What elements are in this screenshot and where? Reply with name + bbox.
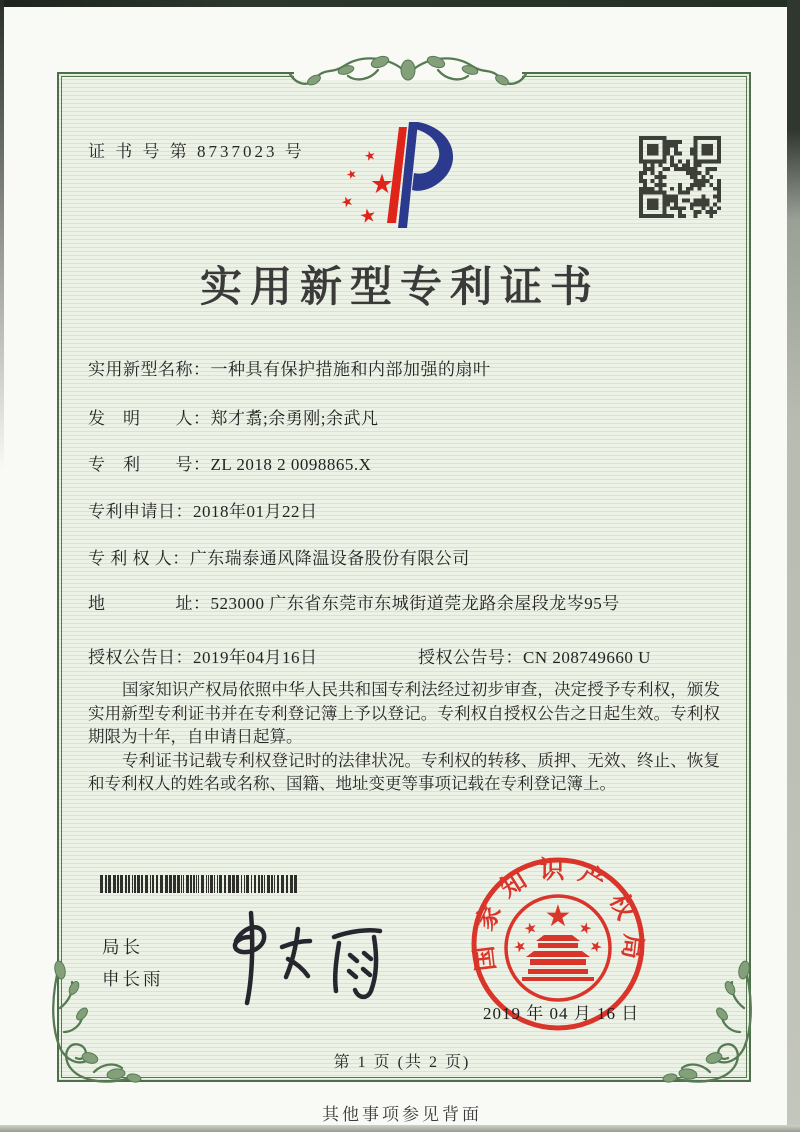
field-label: 专 利 号：: [88, 455, 211, 474]
field-value: 广东瑞泰通风降温设备股份有限公司: [189, 549, 470, 568]
page-number: 第 1 页 (共 2 页): [333, 1054, 471, 1071]
svg-text:★: ★: [369, 169, 395, 200]
field-label: 地 址：: [88, 594, 211, 613]
back-side-note: 其他事项参见背面: [322, 1105, 482, 1124]
field-row-patentee: [88, 544, 470, 569]
commissioner-title: 局长: [102, 937, 143, 957]
cnipa-logo-icon: [336, 118, 464, 233]
field-label: 授权公告日：: [88, 648, 193, 667]
field-value: 一种具有保护措施和内部加强的扇叶: [210, 360, 491, 379]
field-value: CN 208749660 U: [523, 648, 651, 667]
field-value: 2018年01月22日: [193, 502, 318, 521]
field-value: 郑才翥;余勇刚;余武凡: [210, 409, 379, 428]
field-row-patent-number: [88, 450, 371, 475]
svg-text:★: ★: [586, 935, 606, 958]
photo-edge-right: [787, 0, 800, 1132]
legal-text: [88, 678, 720, 796]
qr-code-icon: [639, 136, 721, 218]
field-label: 发 明 人：: [88, 409, 211, 428]
svg-text:★: ★: [544, 899, 572, 934]
field-row-inventors: [88, 404, 378, 429]
seal-ring-text: 国家知识产权局: [469, 856, 647, 973]
field-row-filing-date: [88, 497, 318, 522]
certificate-number: 证 书 号 第 8737023 号: [88, 142, 305, 161]
legal-paragraph-2: 专利证书记载专利权登记时的法律状况。专利权的转移、质押、无效、终止、恢复和专利权人的姓名或名称、国籍、地址变更等事项记载在专利登记簿上。: [88, 750, 720, 793]
national-emblem: [506, 896, 610, 1000]
certificate-title: 实用新型专利证书: [199, 265, 600, 311]
field-label: 授权公告号：: [418, 648, 523, 667]
field-label: 实用新型名称：: [88, 360, 211, 379]
seal-date: 2019 年 04 月 16 日: [483, 1004, 640, 1023]
svg-text:★: ★: [362, 147, 378, 166]
field-label: 专利申请日：: [88, 502, 193, 521]
photo-edge-bottom: [0, 1125, 800, 1132]
handwritten-signature-icon: [218, 903, 403, 1008]
top-garland-ornament-icon: [288, 40, 528, 114]
svg-text:★: ★: [521, 917, 540, 939]
commissioner-name: 申长雨: [102, 969, 164, 989]
svg-text:★: ★: [576, 917, 595, 939]
legal-paragraph-1: 国家知识产权局依照中华人民共和国专利法经过初步审查，决定授予专利权，颁发实用新型专利证书并在专利登记簿上予以登记。专利权自授权公告之日起生效。专利权期限为十年，自申请日起算。: [88, 680, 720, 746]
barcode-icon: [100, 875, 298, 893]
svg-text:★: ★: [344, 165, 360, 183]
field-value: 523000 广东省东莞市东城街道莞龙路余屋段龙岑95号: [210, 594, 620, 613]
field-row-address: [88, 589, 620, 614]
svg-text:★: ★: [510, 935, 530, 958]
field-row-utility-model-name: [88, 355, 491, 380]
svg-text:★: ★: [357, 203, 379, 229]
field-label: 专 利 权 人：: [88, 549, 190, 568]
photo-edge-left: [0, 0, 4, 470]
field-row-grant-date: [88, 643, 318, 668]
field-row-grant-number: [418, 643, 651, 668]
field-value: ZL 2018 2 0098865.X: [210, 455, 372, 474]
photo-edge-top: [0, 0, 800, 7]
svg-text:★: ★: [338, 192, 357, 213]
field-value: 2019年04月16日: [193, 648, 318, 667]
